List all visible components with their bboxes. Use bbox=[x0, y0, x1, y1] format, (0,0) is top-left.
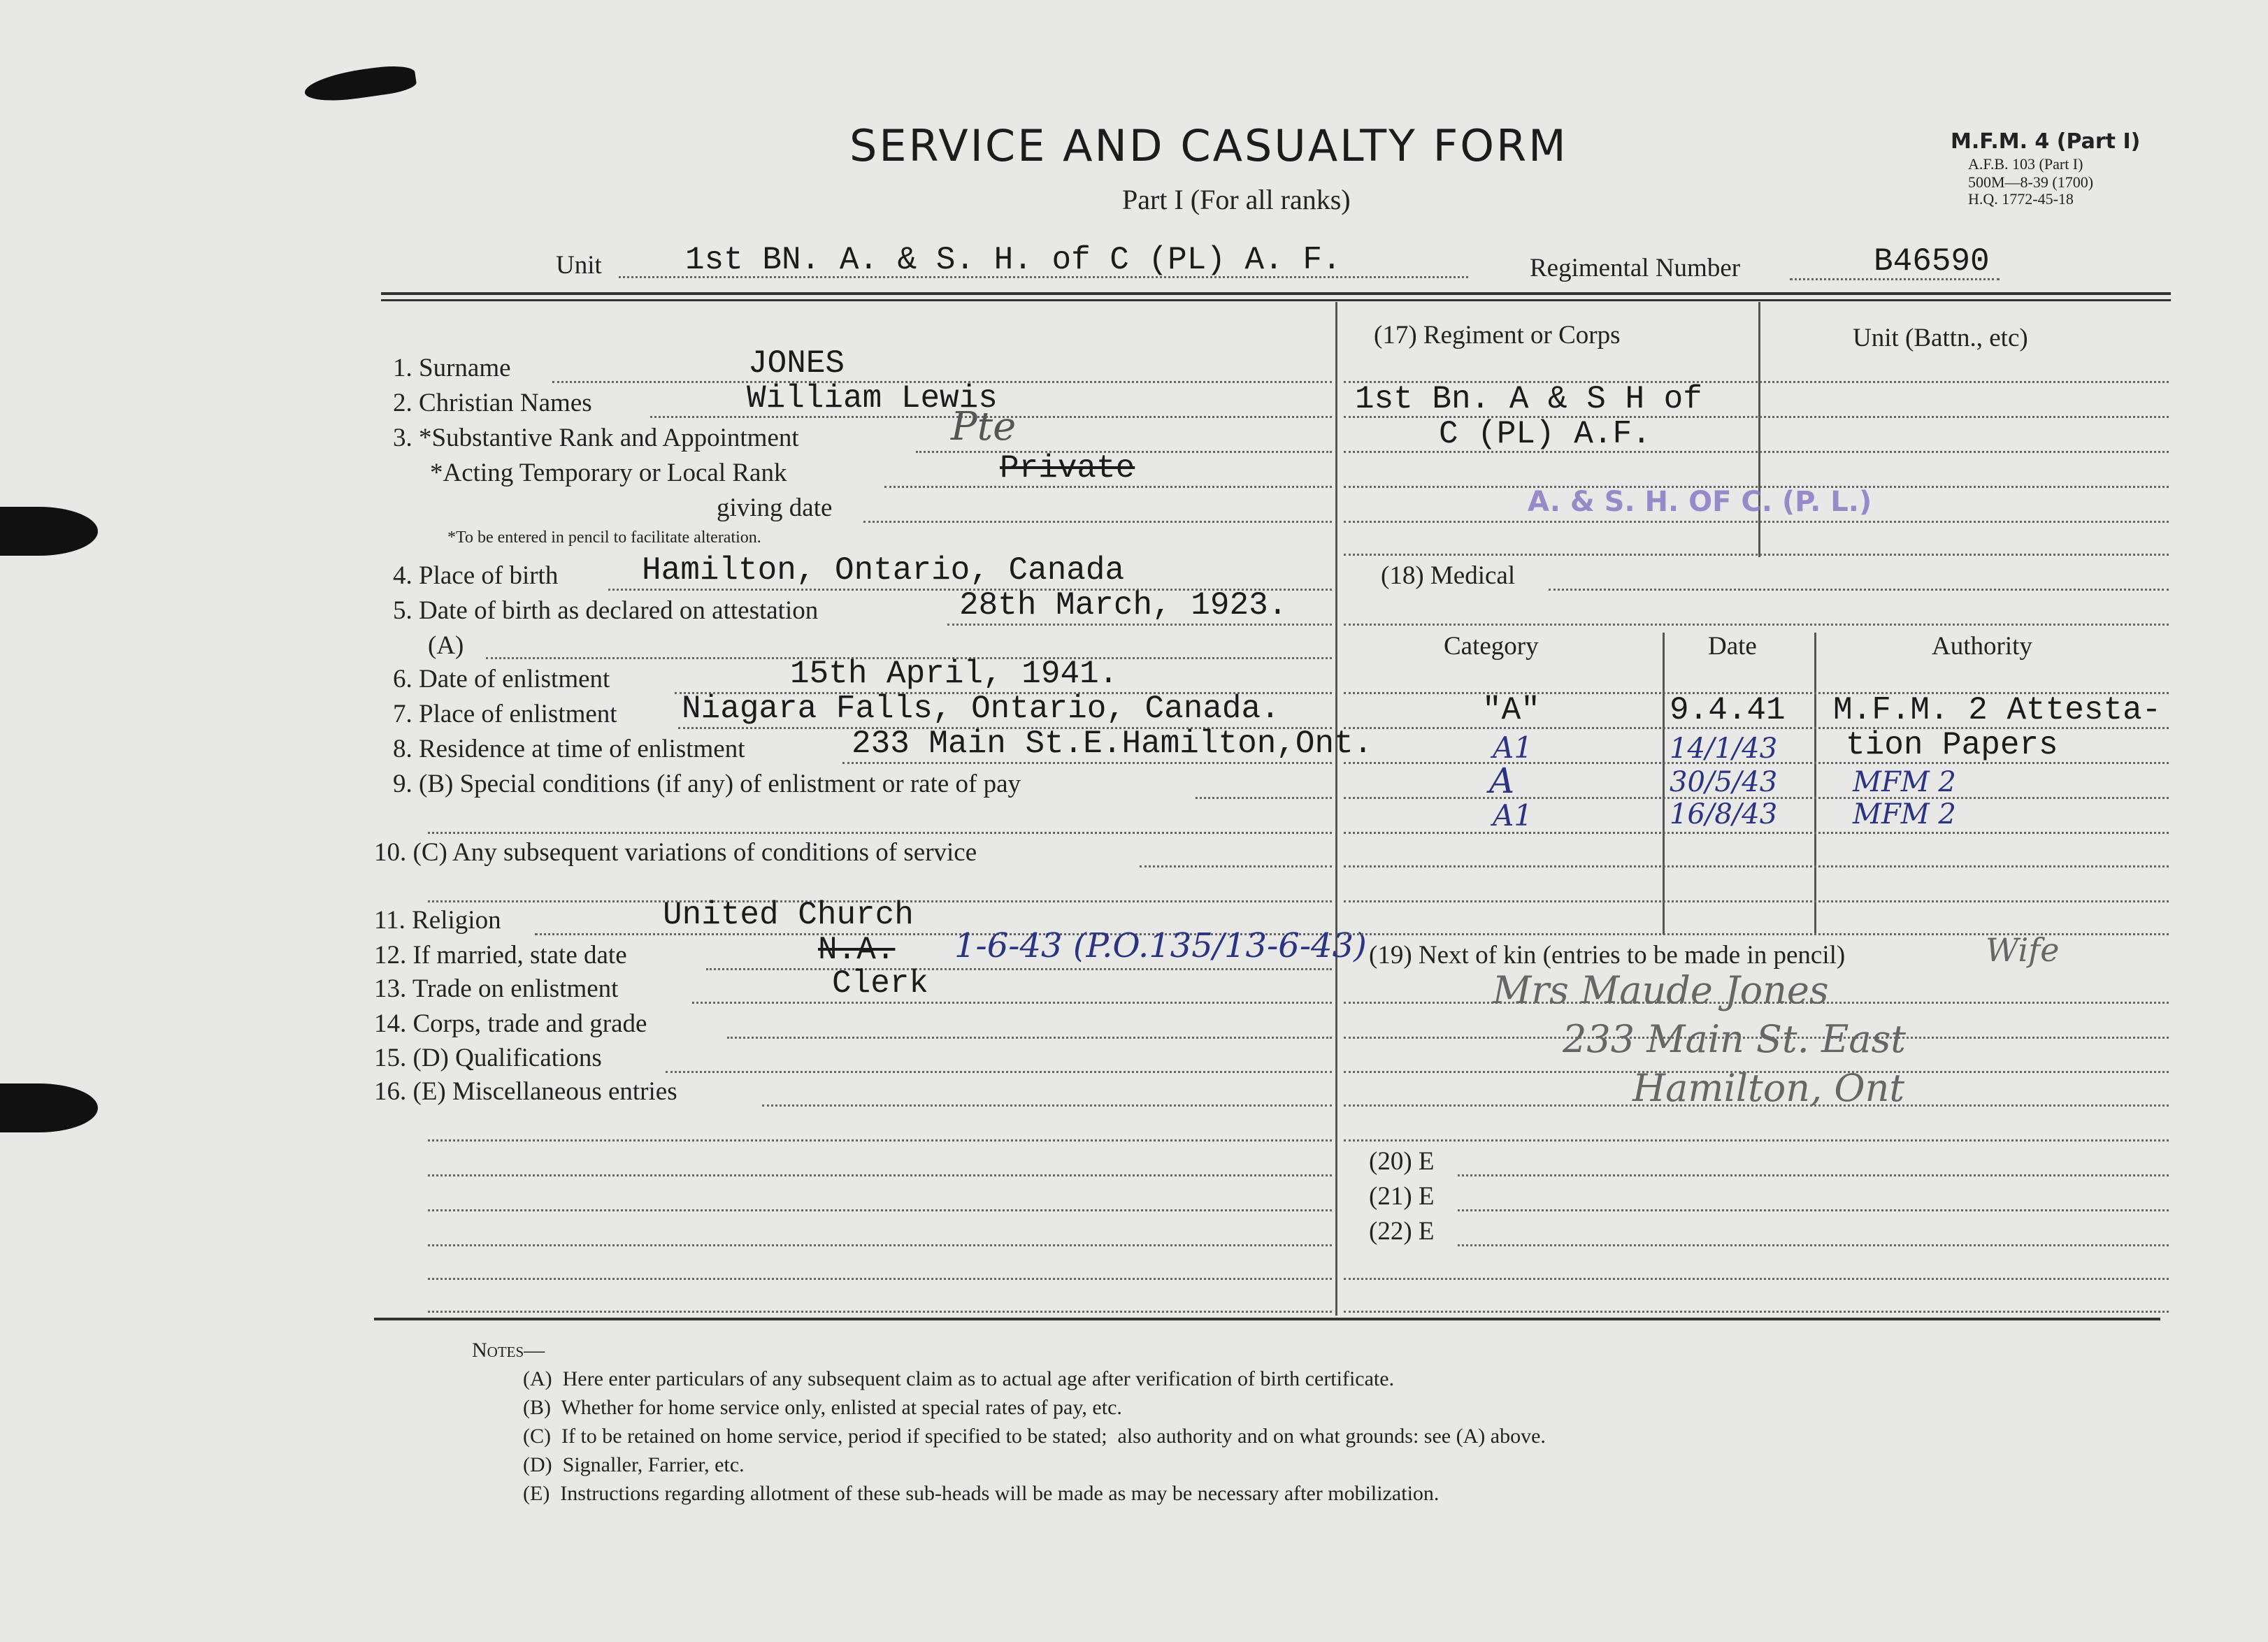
birthplace-value: Hamilton, Ontario, Canada bbox=[642, 552, 1125, 589]
note-c: (C) If to be retained on home service, period if specified to be stated; also authority and on what grounds: see (A) above. bbox=[523, 1425, 1546, 1448]
next-of-kin-relation: Wife bbox=[1986, 931, 2060, 969]
regiment-value-line1: 1st Bn. A & S H of bbox=[1355, 381, 1702, 417]
a-line-label: (A) bbox=[428, 631, 464, 660]
corps-label: 14. Corps, trade and grade bbox=[374, 1009, 647, 1038]
regiment-stamp: A. & S. H. OF C. (P. L.) bbox=[1528, 486, 1872, 518]
note-a: (A) Here enter particulars of any subsequent claim as to actual age after verification of birth certificate. bbox=[523, 1367, 1395, 1390]
giving-date-label: giving date bbox=[717, 494, 833, 522]
e-line-20-label: (20) E bbox=[1369, 1147, 1435, 1176]
e-line-22-label: (22) E bbox=[1369, 1217, 1435, 1246]
trade-label: 13. Trade on enlistment bbox=[374, 974, 619, 1003]
pencil-footnote: *To be entered in pencil to facilitate alteration. bbox=[447, 528, 761, 547]
unit-value: 1st BN. A. & S. H. of C (PL) A. F. bbox=[685, 242, 1342, 278]
form-title: SERVICE AND CASUALTY FORM bbox=[849, 120, 1568, 171]
married-label: 12. If married, state date bbox=[374, 941, 627, 970]
dob-label: 5. Date of birth as declared on attestation bbox=[393, 596, 819, 625]
birthplace-label: 4. Place of birth bbox=[393, 561, 559, 590]
form-meta-1: A.F.B. 103 (Part I) bbox=[1968, 155, 2083, 173]
married-value: 1-6-43 (P.O.135/13-6-43) bbox=[954, 926, 1367, 965]
unit-battn-label: Unit (Battn., etc) bbox=[1853, 324, 2028, 352]
variations-label: 10. (C) Any subsequent variations of conditions of service bbox=[374, 838, 977, 867]
form-code: M.F.M. 4 (Part I) bbox=[1951, 129, 2141, 154]
religion-value: United Church bbox=[663, 897, 914, 933]
enlist-date-label: 6. Date of enlistment bbox=[393, 665, 610, 693]
residence-label: 8. Residence at time of enlistment bbox=[393, 735, 745, 763]
med-row-1-authority: M.F.M. 2 Attesta- bbox=[1833, 692, 2162, 728]
enlist-date-value: 15th April, 1941. bbox=[790, 656, 1119, 692]
christian-names-value: William Lewis bbox=[747, 380, 998, 417]
e-line-21-label: (21) E bbox=[1369, 1182, 1435, 1211]
dob-value: 28th March, 1923. bbox=[959, 587, 1288, 624]
surname-value: JONES bbox=[748, 345, 845, 382]
note-d: (D) Signaller, Farrier, etc. bbox=[523, 1453, 745, 1476]
med-row-3-authority: MFM 2 bbox=[1853, 766, 1956, 798]
rank-value: Pte bbox=[951, 404, 1017, 449]
trade-value: Clerk bbox=[832, 965, 929, 1002]
next-of-kin-line-3: Hamilton, Ont bbox=[1632, 1066, 1905, 1110]
med-row-3-category: A bbox=[1489, 761, 1515, 801]
enlist-place-label: 7. Place of enlistment bbox=[393, 700, 617, 728]
form-meta-3: H.Q. 1772-45-18 bbox=[1968, 190, 2074, 208]
med-row-1-category: "A" bbox=[1482, 692, 1540, 728]
married-struck-value: N.A. bbox=[818, 932, 896, 968]
med-header-category: Category bbox=[1444, 632, 1539, 661]
christian-names-label: 2. Christian Names bbox=[393, 389, 592, 417]
residence-value: 233 Main St.E.Hamilton,Ont. bbox=[852, 726, 1373, 762]
med-row-2-date: 14/1/43 bbox=[1670, 733, 1778, 765]
enlist-place-value: Niagara Falls, Ontario, Canada. bbox=[682, 691, 1280, 727]
medical-label: (18) Medical bbox=[1381, 561, 1516, 590]
form-meta-2: 500M—8-39 (1700) bbox=[1968, 173, 2094, 191]
med-row-2-category: A1 bbox=[1493, 730, 1533, 765]
med-row-1-date: 9.4.41 bbox=[1670, 692, 1786, 728]
note-e: (E) Instructions regarding allotment of these sub-heads will be made as may be necessary after mobilization. bbox=[523, 1482, 1440, 1505]
punch-hole-bottom bbox=[0, 1083, 98, 1132]
ink-blot bbox=[303, 62, 417, 106]
punch-hole-top bbox=[0, 507, 98, 556]
regiment-label: (17) Regiment or Corps bbox=[1374, 321, 1621, 350]
med-row-4-date: 16/8/43 bbox=[1670, 798, 1778, 830]
surname-label: 1. Surname bbox=[393, 354, 511, 382]
unit-label: Unit bbox=[556, 251, 602, 280]
med-row-3-date: 30/5/43 bbox=[1670, 766, 1778, 798]
next-of-kin-line-2: 233 Main St. East bbox=[1563, 1017, 1906, 1061]
acting-rank-label: *Acting Temporary or Local Rank bbox=[430, 459, 787, 487]
rank-label: 3. *Substantive Rank and Appointment bbox=[393, 424, 799, 452]
regimental-number-label: Regimental Number bbox=[1530, 254, 1741, 282]
special-conditions-label: 9. (B) Special conditions (if any) of enlistment or rate of pay bbox=[393, 770, 1021, 798]
med-row-4-authority: MFM 2 bbox=[1853, 798, 1956, 830]
med-row-4-category: A1 bbox=[1493, 798, 1533, 833]
regimental-number-value: B46590 bbox=[1874, 243, 1990, 280]
regiment-value-line2: C (PL) A.F. bbox=[1439, 416, 1651, 452]
misc-entries-label: 16. (E) Miscellaneous entries bbox=[374, 1077, 677, 1106]
next-of-kin-label: (19) Next of kin (entries to be made in pencil) bbox=[1369, 941, 1846, 970]
notes-heading: Notes— bbox=[472, 1339, 545, 1362]
form-subtitle: Part I (For all ranks) bbox=[1122, 184, 1351, 215]
acting-rank-value: Private bbox=[1000, 450, 1135, 487]
qualifications-label: 15. (D) Qualifications bbox=[374, 1044, 602, 1072]
religion-label: 11. Religion bbox=[374, 906, 501, 935]
med-header-date: Date bbox=[1708, 632, 1757, 661]
next-of-kin-line-1: Mrs Maude Jones bbox=[1493, 968, 1829, 1012]
med-row-2-authority: tion Papers bbox=[1846, 727, 2058, 763]
med-header-authority: Authority bbox=[1932, 632, 2032, 661]
note-b: (B) Whether for home service only, enlisted at special rates of pay, etc. bbox=[523, 1396, 1122, 1419]
